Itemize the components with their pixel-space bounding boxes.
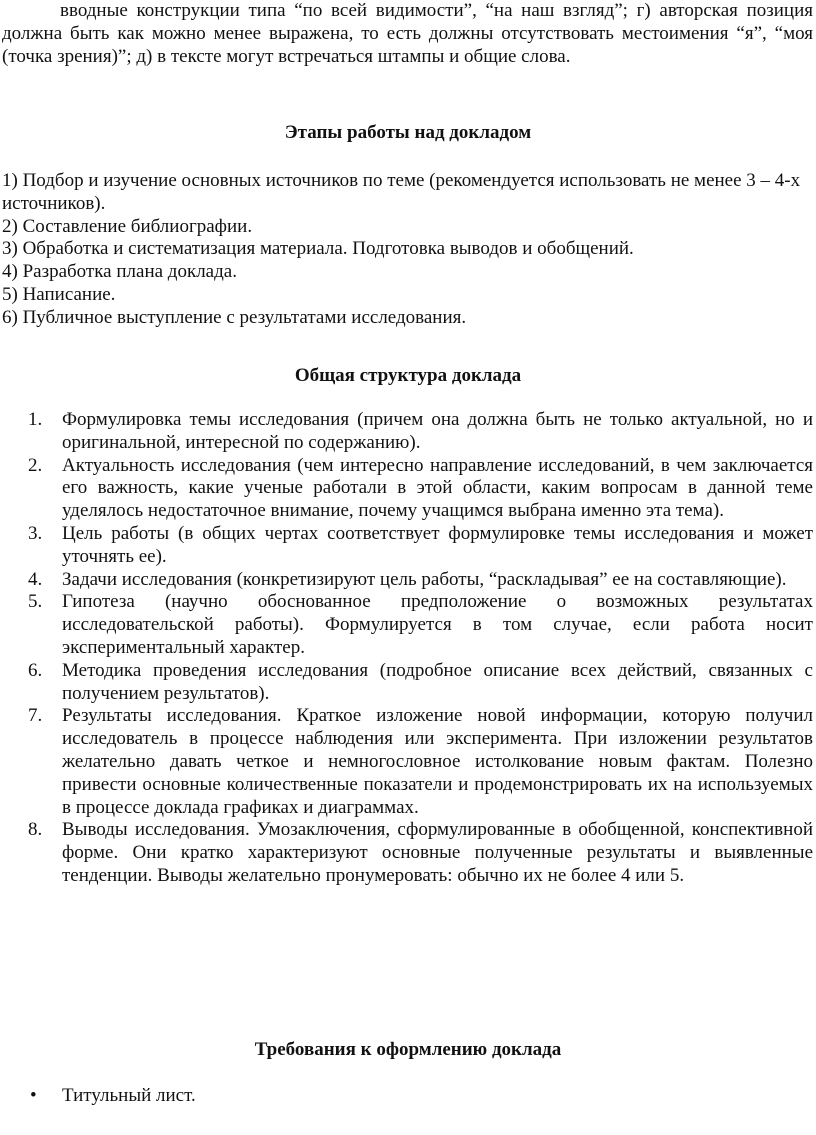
list-item: 4) Разработка плана доклада. xyxy=(2,261,237,283)
list-item xyxy=(0,1085,816,1108)
item-number: 2. xyxy=(28,454,43,476)
item-text: Формулировка темы исследования (причем она должна быть не только актуальной, но и оригинальной, интересной по содержанию). xyxy=(62,409,813,453)
bullet-icon: • xyxy=(30,1085,37,1106)
item-text: Выводы исследования. Умозаключения, сформулированные в обобщенной, конспективной форме. Они кратко характеризуют основные полученные результаты и выявленные тенденции. Выводы желательно пронумеровать: обычно их не более 4 или 5. xyxy=(62,819,813,886)
list-item xyxy=(0,660,813,706)
list-item: 3) Обработка и систематизация материала. Подготовка выводов и обобщений. xyxy=(2,238,634,260)
list-item xyxy=(0,705,813,819)
list-item: 1) Подбор и изучение основных источников по теме (рекомендуется использовать не менее 3 – 4-х источников). xyxy=(2,170,801,214)
item-number: 5. xyxy=(28,591,43,613)
item-number: 1. xyxy=(28,409,43,430)
list-item: 6) Публичное выступление с результатами исследования. xyxy=(2,306,467,328)
stages-list xyxy=(2,170,814,330)
intro-paragraph xyxy=(2,0,813,68)
list-item xyxy=(0,819,813,887)
list-item xyxy=(0,591,813,659)
item-text: Результаты исследования. Краткое изложение новой информации, которую получил исследователь в процессе наблюдения или эксперимента. При изложении результатов желательно давать четкое и немногословное истолкование новым фактам. Полезно привести основные количественные показатели и продемонстрировать их на используемых в процессе доклада графиках и диаграммах. xyxy=(62,705,813,818)
item-text: Цель работы (в общих чертах соответствует формулировке темы исследования и может уточнять ее). xyxy=(62,522,813,567)
item-number: 8. xyxy=(28,819,43,841)
heading-report-stages: Этапы работы над докладом xyxy=(284,122,532,143)
formatting-list xyxy=(0,1085,816,1108)
item-text: Гипотеза (научно обоснованное предположение о возможных результатах исследовательской работы). Формулируется в том случае, если работа носит экспериментальный характер. xyxy=(62,591,813,658)
list-item xyxy=(0,409,813,455)
list-item: 5) Написание. xyxy=(2,283,116,305)
item-number: 6. xyxy=(28,659,43,681)
heading-report-structure: Общая структура доклада xyxy=(294,365,522,386)
item-number: 7. xyxy=(28,705,43,727)
list-item xyxy=(0,569,813,592)
item-text: Титульный лист. xyxy=(62,1085,196,1106)
item-text: Задачи исследования (конкретизируют цель работы, “раскладывая” ее на составляющие). xyxy=(62,568,787,590)
item-text: Методика проведения исследования (подробное описание всех действий, связанных с получением результатов). xyxy=(62,659,813,704)
item-number: 4. xyxy=(28,568,43,590)
structure-list xyxy=(0,409,816,888)
list-item: 2) Составление библиографии. xyxy=(2,215,253,237)
item-number: 3. xyxy=(28,522,43,544)
list-item xyxy=(0,455,813,523)
list-item xyxy=(0,523,813,569)
heading-report-formatting: Требования к оформлению доклада xyxy=(254,1039,562,1060)
item-text: Актуальность исследования (чем интересно направление исследований, в чем заключается его важность, какие ученые работали в этой области, каким вопросам в данной теме уделялось недостаточное внимание, почему учащимся выбрана именно эта тема). xyxy=(62,454,813,522)
intro-text: вводные конструкции типа “по всей видимости”, “на наш взгляд”; г) авторская позиция должна быть как можно менее выражена, то есть должны отсутствовать местоимения “я”, “моя (точка зрения)”; д) в тексте могут встречаться штампы и общие слова. xyxy=(2,0,813,67)
